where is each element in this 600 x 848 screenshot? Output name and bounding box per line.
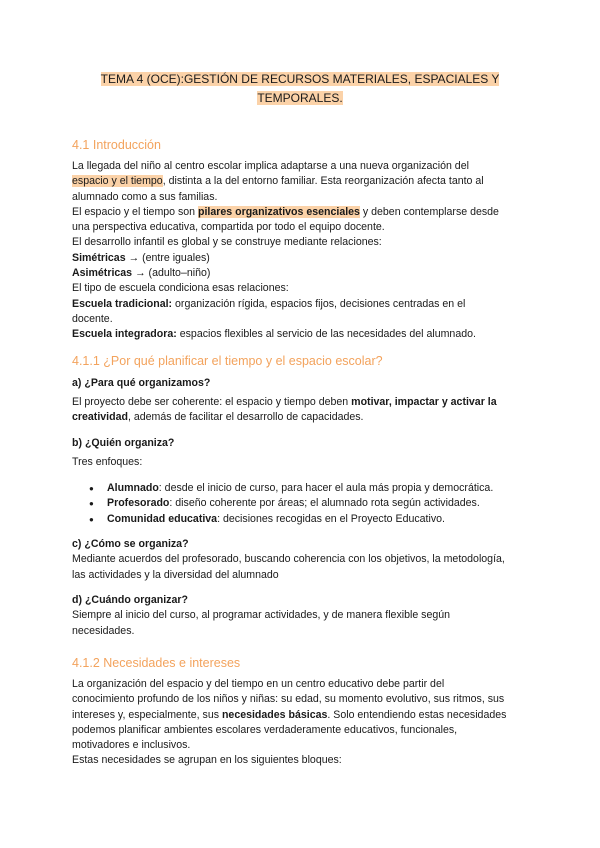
section-heading-4-1-1: 4.1.1 ¿Por qué planificar el tiempo y el espacio escolar? [72,354,383,368]
paragraph: docente. [72,312,113,325]
list-item [72,512,542,527]
text: : diseño coherente por áreas; el alumnado rota según actividades. [169,497,480,510]
paragraph [72,174,542,189]
bold-label: Escuela integradora: [72,328,177,341]
school-type-item [72,327,542,342]
title-line-1: TEMA 4 (OCE):GESTIÓN DE RECURSOS MATERIALES, ESPACIALES Y [100,72,500,86]
approaches-list [72,481,542,527]
paragraph: El tipo de escuela condiciona esas relaciones: [72,282,289,295]
highlight-bold-text: pilares organizativos esenciales [198,205,360,218]
section-4-1-body [72,159,542,343]
text: : desde el inicio de curso, para hacer el aula más propia y democrática. [158,482,494,494]
text: espacios flexibles al servicio de las necesidades del alumnado. [176,328,476,341]
text: → (adulto–niño) [132,267,211,280]
question-heading: a) ¿Para qué organizamos? [72,377,211,389]
bold-label: Asimétricas [72,267,133,280]
paragraph: las actividades y la diversidad del alumnado [72,568,279,581]
paragraph [72,205,542,220]
paragraph: conocimiento profundo de los niños y niñas: su edad, su momento evolutivo, sus ritmos, sus [72,693,505,706]
paragraph: podemos planificar ambientes escolares verdaderamente educativos, funcionales, [72,723,458,736]
question-heading: b) ¿Quién organiza? [72,437,175,449]
paragraph: necesidades. [72,624,135,637]
section-heading-4-1-2: 4.1.2 Necesidades e intereses [72,656,241,670]
text: El proyecto debe ser coherente: el espacio y tiempo deben [72,396,352,408]
relation-item [72,266,542,281]
text: . Solo entendiendo estas necesidades [327,708,507,721]
text: : decisiones recogidas en el Proyecto Educativo. [217,512,445,525]
answer-b [72,455,542,470]
text: , distinta a la del entorno familiar. Esta reorganización afecta tanto al [162,175,484,188]
bullet-list [72,481,542,527]
question-heading: d) ¿Cuándo organizar? [72,594,188,606]
bold-text: necesidades básicas [221,708,328,721]
paragraph [72,708,542,723]
paragraph: El desarrollo infantil es global y se construye mediante relaciones: [72,236,382,249]
text: y deben contemplarse desde [359,205,499,218]
paragraph: alumnado como a sus familias. [72,190,218,203]
text: organización rígida, espacios fijos, decisiones centradas en el [172,297,466,310]
section-4-1-2-body [72,677,542,769]
title-line-2: TEMPORALES. [257,91,343,105]
paragraph: Tres enfoques: [72,456,143,468]
question-a [72,376,542,391]
section-heading-4-1: 4.1 Introducción [72,138,161,152]
bold-label: Simétricas [72,251,126,264]
text: → (entre iguales) [125,251,210,264]
paragraph: una perspectiva educativa, compartida por todo el equipo docente. [72,221,385,234]
document-title [60,70,540,108]
text: , además de facilitar el desarrollo de capacidades. [127,411,364,424]
bold-label: Escuela tradicional: [72,297,173,310]
text: El espacio y el tiempo son [72,205,199,218]
paragraph [72,395,542,410]
paragraph: La organización del espacio y del tiempo en un centro educativo debe partir del [72,678,445,690]
highlight-text: espacio y el tiempo [72,175,163,188]
bold-label: Comunidad educativa [107,512,218,525]
list-item [72,496,542,511]
bold-text: motivar, impactar y activar la [351,396,497,408]
text: intereses y, especialmente, sus [72,708,222,721]
question-heading: c) ¿Cómo se organiza? [72,538,189,550]
relation-item [72,251,542,266]
answer-a [72,395,542,426]
bold-label: Profesorado [107,497,170,510]
paragraph: Siempre al inicio del curso, al programar actividades, y de manera flexible según [72,609,451,622]
bold-text: creatividad [72,411,128,424]
school-type-item [72,297,542,312]
paragraph [72,159,542,174]
text: La llegada del niño al centro escolar implica adaptarse a una nueva organización del [72,160,469,172]
question-b [72,436,542,451]
paragraph: motivadores e inclusivos. [72,739,191,752]
paragraph: Mediante acuerdos del profesorado, buscando coherencia con los objetivos, la metodología, [72,553,505,566]
list-item [72,481,542,496]
bold-label: Alumnado [107,482,159,494]
paragraph: Estas necesidades se agrupan en los siguientes bloques: [72,754,342,767]
question-c [72,537,542,583]
question-d [72,593,542,639]
paragraph [72,410,542,425]
